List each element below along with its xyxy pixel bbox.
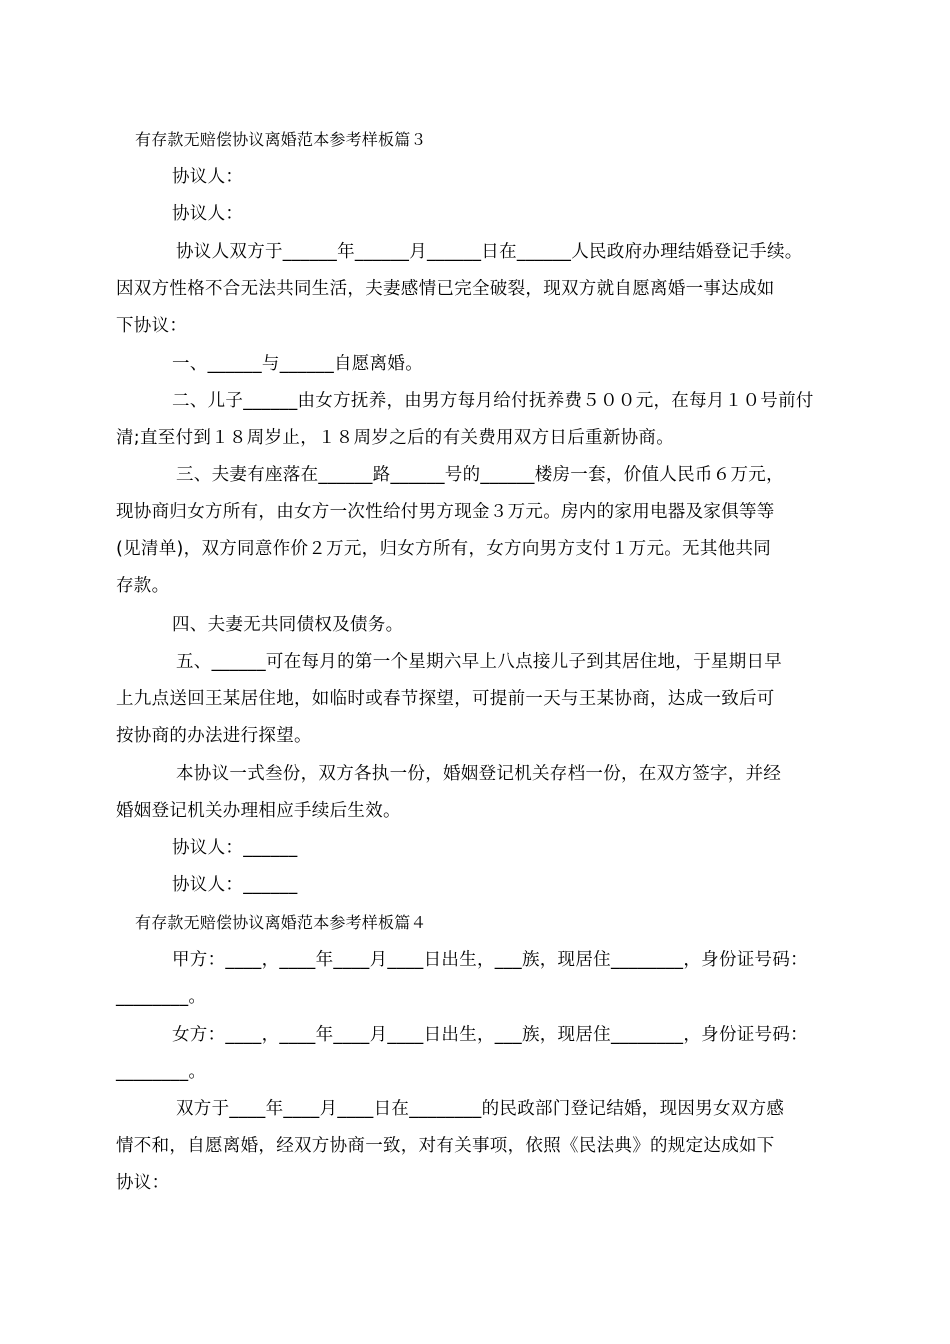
clause-2-line: 二、儿子______由女方抚养，由男方每月给付抚养费５００元，在每月１０号前付 (172, 391, 814, 411)
signature-line: 协议人：______ (172, 838, 298, 858)
party-b-line: 女方：____，____年____月____日出生，___族，现居住________，身份证号码： (172, 1025, 808, 1045)
signature-line: 协议人：______ (172, 875, 298, 895)
clause-2-line: 清;直至付到１８周岁止，１８周岁之后的有关费用双方日后重新协商。 (116, 428, 674, 448)
clause-3-line: (见清单)，双方同意作价２万元，归女方所有，女方向男方支付１万元。无其他共同 (116, 539, 772, 559)
section4-title: 有存款无赔偿协议离婚范本参考样板篇４ (135, 913, 427, 932)
closing-line: 本协议一式叁份，双方各执一份，婚姻登记机关存档一份，在双方签字，并经 (176, 764, 782, 784)
section4-intro-line: 双方于____年____月____日在________的民政部门登记结婚，现因男女双方感 (176, 1099, 785, 1119)
clause-3-line: 现协商归女方所有，由女方一次性给付男方现金３万元。房内的家用电器及家俱等等 (116, 502, 775, 522)
party-b-line: ________。 (116, 1062, 207, 1082)
section3-intro-line: 协议人双方于______年______月______日在______人民政府办理结婚登记手续。 (176, 242, 803, 262)
section3-intro-line: 因双方性格不合无法共同生活，夫妻感情已完全破裂，现双方就自愿离婚一事达成如 (116, 279, 775, 299)
clause-3-line: 存款。 (116, 576, 170, 596)
clause-5-line: 五、______可在每月的第一个星期六早上八点接儿子到其居住地，于星期日早 (176, 652, 783, 672)
section3-intro-line: 下协议： (116, 316, 188, 336)
section4-intro-line: 情不和，自愿离婚，经双方协商一致，对有关事项，依照《民法典》的规定达成如下 (116, 1136, 775, 1156)
party-a-line: 甲方：____，____年____月____日出生，___族，现居住________，身份证号码： (172, 950, 808, 970)
clause-3-line: 三、夫妻有座落在______路______号的______楼房一套，价值人民币６万元， (176, 465, 784, 485)
closing-line: 婚姻登记机关办理相应手续后生效。 (116, 801, 401, 821)
party-label: 协议人： (172, 204, 244, 224)
section4-intro-line: 协议： (116, 1173, 170, 1193)
clause-5-line: 按协商的办法进行探望。 (116, 726, 312, 746)
clause-4: 四、夫妻无共同债权及债务。 (172, 615, 404, 635)
clause-1: 一、______与______自愿离婚。 (172, 354, 423, 374)
section3-title: 有存款无赔偿协议离婚范本参考样板篇３ (135, 130, 427, 149)
party-label: 协议人： (172, 167, 244, 187)
clause-5-line: 上九点送回王某居住地，如临时或春节探望，可提前一天与王某协商，达成一致后可 (116, 689, 775, 709)
party-a-line: ________。 (116, 987, 207, 1007)
